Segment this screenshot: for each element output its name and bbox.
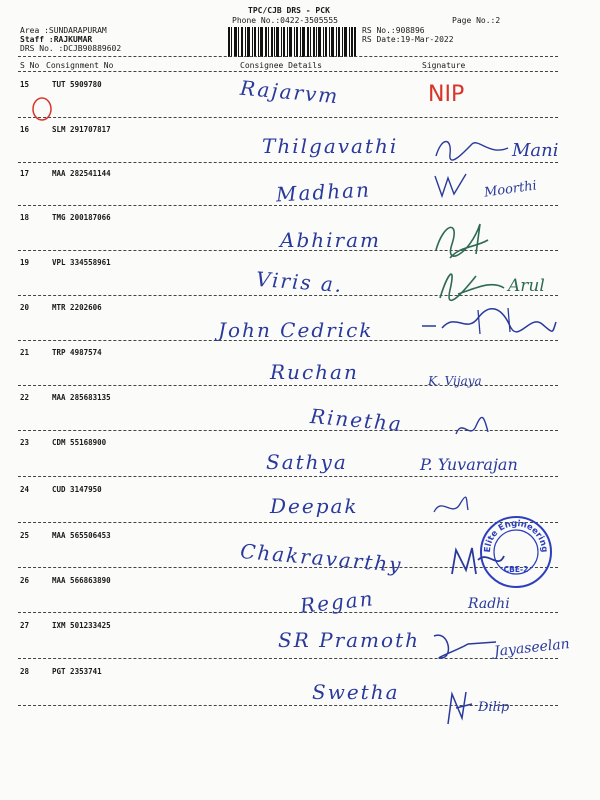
header-rule-bottom [18,71,558,72]
row-23-consignee: Sathya [266,450,348,474]
row-20-sno: 20 [20,303,30,312]
row-20-signature-scribble [418,304,558,340]
column-header-signature: Signature [422,61,466,70]
row-separator [18,117,558,118]
row-separator [18,476,558,477]
row-19-signature-scribble [432,258,508,302]
row-25-sno: 25 [20,531,30,540]
row-separator [18,612,558,613]
row-15-sno: 15 [20,80,30,89]
column-header-sno: S No [20,61,40,70]
row-28-sno: 28 [20,667,30,676]
staff-field: Staff :RAJKUMAR [20,35,93,44]
row-24-signature-scribble [430,492,470,522]
row-24-consignee: Deepak [270,494,359,518]
rs-date: RS Date:19-Mar-2022 [362,35,454,44]
row-23-signature: P. Yuvarajan [420,455,518,474]
row-28-signature-scribble [442,688,478,728]
row-20-consignment: MTR 2202606 [52,303,102,312]
row-25-consignee: Chakravarthy [239,538,404,578]
row-15-consignee: Rajarvm [239,75,341,109]
stamp-top-text: Elite Engineering [482,518,550,553]
row-17-consignment: MAA 282541144 [52,169,111,178]
row-18-consignee: Abhiram [280,228,381,252]
row-21-signature: K. Vijaya [428,374,482,388]
row-16-signature: Mani [512,140,559,161]
row-15-signature: NIP [428,82,465,107]
row-19-signature: Arul [508,276,545,296]
row-25-consignment: MAA 565506453 [52,531,111,540]
header-rule-top [18,56,558,57]
row-15-consignment: TUT 5909780 [52,80,102,89]
row-17-signature: Moorthi [483,178,538,201]
column-header-consignment: Consignment No [46,61,114,70]
document-title: TPC/CJB DRS - PCK [248,6,330,15]
row-19-consignee: Viris a. [255,266,345,298]
row-16-consignment: SLM 291707817 [52,125,111,134]
row-15-circle-mark [30,96,54,122]
row-19-consignment: VPL 334558961 [52,258,111,267]
row-separator [18,522,558,523]
row-22-consignee: Rinetha [309,403,404,437]
row-16-sno: 16 [20,125,30,134]
row-19-sno: 19 [20,258,30,267]
row-27-sno: 27 [20,621,30,630]
row-17-sno: 17 [20,169,30,178]
row-18-sno: 18 [20,213,30,222]
phone-number: Phone No.:0422-3505555 [232,16,338,25]
row-23-consignment: CDM 55168900 [52,438,107,447]
area-field: Area :SUNDARAPURAM [20,26,107,35]
row-27-consignment: IXM 501233425 [52,621,111,630]
row-26-signature: Radhi [468,596,510,612]
row-20-consignee: John Cedrick [218,318,374,342]
stamp-bottom-text: CBE-2 [503,565,529,574]
row-21-consignment: TRP 4987574 [52,348,102,357]
row-28-consignment: PGT 2353741 [52,667,102,676]
row-25-signature-scribble [448,540,508,580]
row-27-consignee: SR Pramoth [278,628,420,652]
row-18-consignment: TMG 200187066 [52,213,111,222]
row-22-signature-scribble [452,412,492,442]
row-26-sno: 26 [20,576,30,585]
page-number: Page No.:2 [452,16,501,25]
row-16-consignee: Thilgavathi [262,134,399,158]
row-24-consignment: CUD 3147950 [52,485,102,494]
row-22-consignment: MAA 285683135 [52,393,111,402]
row-17-consignee: Madhan [275,177,372,207]
row-21-sno: 21 [20,348,30,357]
row-22-sno: 22 [20,393,30,402]
row-28-signature: Dilip [478,700,510,715]
row-18-signature-scribble [430,214,492,264]
row-21-consignee: Ruchan [270,360,359,384]
rs-number: RS No.:908896 [362,26,425,35]
row-26-consignee: Regan [298,586,376,618]
row-27-signature-scribble [428,626,498,664]
row-27-signature: Jayaseelan [493,636,571,660]
row-17-signature-scribble [432,170,472,200]
row-26-consignment: MAA 566863890 [52,576,111,585]
drs-number: DRS No. :DCJB90889602 [20,44,122,53]
row-28-consignee: Swetha [312,680,400,704]
row-16-signature-scribble [432,130,512,170]
column-header-consignee: Consignee Details [240,61,322,70]
barcode [228,27,356,57]
row-23-sno: 23 [20,438,30,447]
row-24-sno: 24 [20,485,30,494]
